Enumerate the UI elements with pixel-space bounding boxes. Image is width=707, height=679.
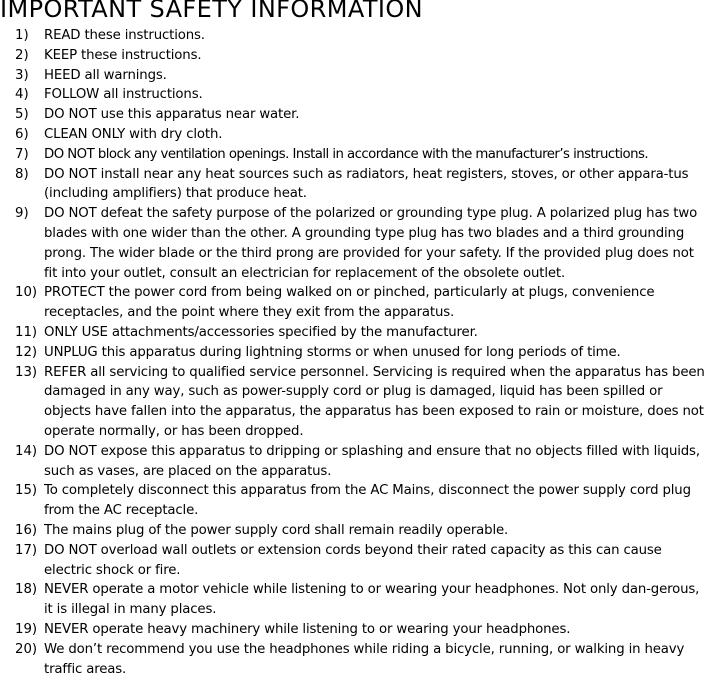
item-text: DO NOT overload wall outlets or extension cords beyond their rated capacity as this can cause electric shock or fire. bbox=[44, 542, 662, 578]
item-text: NEVER operate a motor vehicle while listening to or wearing your headphones. Not only dan-gerous, it is illegal in many places. bbox=[44, 582, 700, 618]
item-text: FOLLOW all instructions. bbox=[44, 87, 203, 103]
list-item bbox=[0, 541, 707, 581]
item-number: 6) bbox=[15, 126, 29, 142]
item-text: ONLY USE attachments/accessories specified by the manufacturer. bbox=[44, 324, 478, 340]
item-number: 7) bbox=[15, 146, 29, 162]
page-title: IMPORTANT SAFETY INFORMATION bbox=[0, 0, 423, 23]
list-item bbox=[0, 26, 707, 46]
item-text: DO NOT expose this apparatus to dripping or splashing and ensure that no objects filled with liquids, such as vases, are placed on the apparatus. bbox=[44, 443, 700, 479]
list-item bbox=[0, 46, 707, 66]
item-text: HEED all warnings. bbox=[44, 67, 167, 83]
list-item bbox=[0, 85, 707, 105]
list-item bbox=[0, 640, 707, 679]
item-number: 5) bbox=[15, 107, 29, 123]
list-item bbox=[0, 165, 707, 205]
item-text: REFER all servicing to qualified service personnel. Servicing is required when the apparatus has been damaged in any way, such as power-supply cord or plug is damaged, liquid has been spilled or objects have fallen into the apparatus, the apparatus has been exposed to rain or moisture, does not operate normally, or has been dropped. bbox=[44, 364, 705, 439]
item-text: READ these instructions. bbox=[44, 28, 205, 43]
list-item bbox=[0, 283, 707, 323]
item-number: 20) bbox=[15, 641, 38, 657]
item-number: 3) bbox=[15, 67, 29, 83]
list-item bbox=[0, 363, 707, 442]
item-text: To completely disconnect this apparatus from the AC Mains, disconnect the power supply cord plug from the AC receptacle. bbox=[44, 483, 691, 519]
list-item bbox=[0, 204, 707, 283]
item-number: 8) bbox=[15, 166, 29, 182]
item-number: 2) bbox=[15, 47, 29, 63]
safety-instructions-list bbox=[0, 26, 707, 679]
item-text: PROTECT the power cord from being walked on or pinched, particularly at plugs, convenience receptacles, and the point where they exit from the apparatus. bbox=[44, 285, 655, 321]
item-text: We don’t recommend you use the headphones while riding a bicycle, running, or walking in heavy traffic areas. bbox=[44, 641, 685, 677]
list-item bbox=[0, 481, 707, 521]
item-number: 10) bbox=[15, 285, 38, 301]
item-text: DO NOT install near any heat sources such as radiators, heat registers, stoves, or other appara-tus (including amplifiers) that produce heat. bbox=[44, 166, 689, 202]
item-number: 14) bbox=[15, 443, 38, 459]
list-item bbox=[0, 620, 707, 640]
item-number: 16) bbox=[15, 522, 38, 538]
item-number: 4) bbox=[15, 87, 29, 103]
item-number: 15) bbox=[15, 483, 38, 499]
item-number: 18) bbox=[15, 582, 38, 598]
item-text: DO NOT block any ventilation openings. Install in accordance with the manufacturer’s instructions. bbox=[44, 146, 649, 162]
item-number: 13) bbox=[15, 364, 38, 380]
list-item bbox=[0, 105, 707, 125]
list-item bbox=[0, 343, 707, 363]
item-number: 11) bbox=[15, 324, 38, 340]
item-number: 19) bbox=[15, 621, 38, 637]
list-item bbox=[0, 521, 707, 541]
list-item bbox=[0, 323, 707, 343]
item-text: The mains plug of the power supply cord shall remain readily operable. bbox=[44, 522, 509, 538]
item-text: KEEP these instructions. bbox=[44, 47, 202, 63]
list-item bbox=[0, 442, 707, 482]
item-number: 9) bbox=[15, 206, 29, 222]
item-number: 12) bbox=[15, 344, 38, 360]
item-text: DO NOT use this apparatus near water. bbox=[44, 107, 300, 123]
list-item bbox=[0, 125, 707, 145]
item-text: NEVER operate heavy machinery while listening to or wearing your headphones. bbox=[44, 621, 571, 637]
list-item bbox=[0, 66, 707, 86]
item-number: 1) bbox=[15, 28, 29, 43]
item-text: DO NOT defeat the safety purpose of the polarized or grounding type plug. A polarized plug has two blades with one wider than the other. A grounding type plug has two blades and a third grounding prong. The wider blade or the third prong are provided for your safety. If the provided plug does not fit into your outlet, consult an electrician for replacement of the obsolete outlet. bbox=[44, 206, 698, 281]
list-item bbox=[0, 145, 707, 165]
item-text: UNPLUG this apparatus during lightning storms or when unused for long periods of time. bbox=[44, 344, 621, 360]
item-text: CLEAN ONLY with dry cloth. bbox=[44, 126, 223, 142]
item-number: 17) bbox=[15, 542, 38, 558]
list-item bbox=[0, 580, 707, 620]
